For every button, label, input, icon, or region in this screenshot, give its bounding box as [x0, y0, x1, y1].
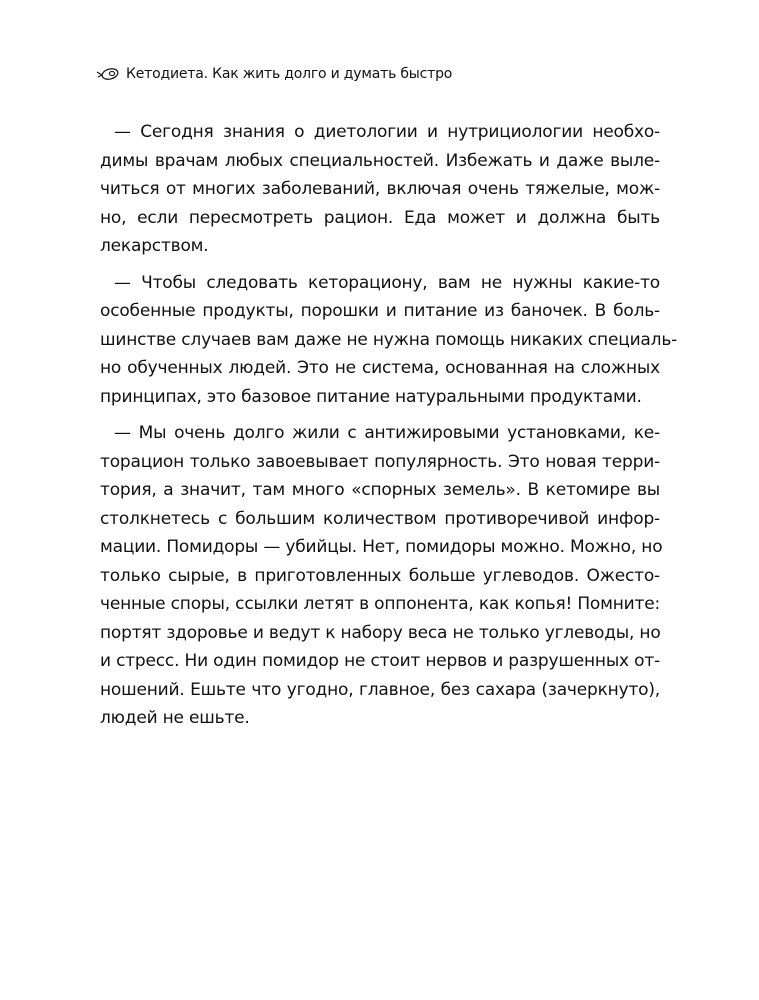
running-header: [96, 66, 452, 82]
book-title: Кетодиета. Как жить долго и думать быстро: [126, 66, 453, 82]
text-line: но, если пересмотреть рацион. Еда может и должна быть: [100, 207, 660, 228]
text-line: портят здоровье и ведут к набору веса не только углеводы, но: [100, 622, 661, 643]
text-line: торацион только завоевывает популярность. Это новая терри-: [100, 451, 660, 472]
text-line: столкнетесь с большим количеством противоречивой инфор-: [100, 508, 660, 529]
text-line: тория, а значит, там много «спорных земель». В кетомире вы: [100, 480, 660, 500]
text-line: димы врачам любых специальностей. Избежать и даже выле-: [100, 150, 660, 171]
text-line: только сырые, в приготовленных больше углеводов. Ожесто-: [100, 565, 660, 586]
text-line: — Сегодня знания о диетологии и нутрициологии необхо-: [114, 122, 660, 142]
text-line: лекарством.: [100, 236, 209, 256]
avocado-sketch-icon: [96, 66, 120, 82]
text-line: и стресс. Ни один помидор не стоит нервов и разрушенных от-: [100, 651, 660, 671]
paragraph: [100, 419, 663, 733]
text-line: — Чтобы следовать кеторациону, вам не нужны какие-то: [114, 272, 660, 293]
text-line: ченные споры, ссылки летят в оппонента, как копья! Помните:: [100, 594, 660, 614]
page-body: [100, 118, 678, 741]
text-line: особенные продукты, порошки и питание из баночек. В боль-: [100, 301, 660, 321]
text-line: ношений. Ешьте что угодно, главное, без сахара (зачеркнуто),: [100, 679, 660, 700]
text-line: но обученных людей. Это не система, основанная на сложных: [100, 358, 660, 378]
paragraph: [100, 269, 678, 412]
text-line: — Мы очень долго жили с антижировыми установками, ке-: [114, 423, 660, 443]
text-line: людей не ешьте.: [100, 708, 250, 728]
text-line: шинстве случаев вам даже не нужна помощь никаких специаль-: [100, 329, 678, 350]
text-line: мации. Помидоры — убийцы. Нет, помидоры можно. Можно, но: [100, 537, 663, 557]
paragraph: [100, 118, 660, 261]
text-line: принципах, это базовое питание натуральными продуктами.: [100, 386, 642, 407]
text-line: читься от многих заболеваний, включая очень тяжелые, мож-: [100, 179, 660, 199]
